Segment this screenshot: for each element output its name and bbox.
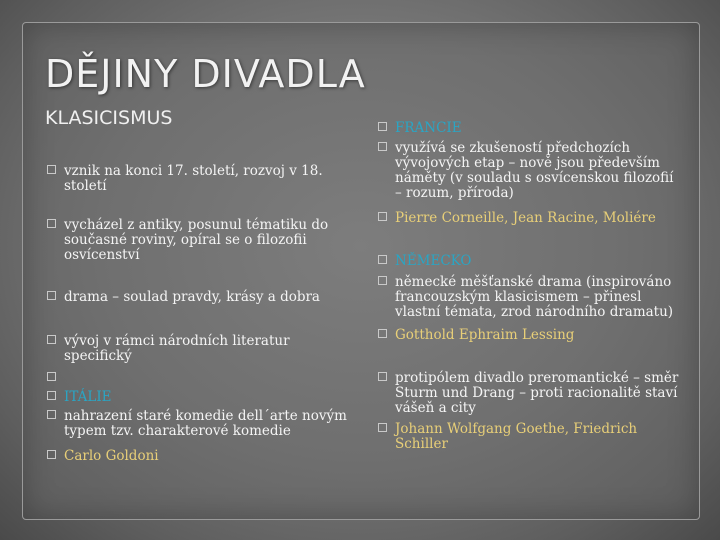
square-bullet-icon [47, 165, 56, 174]
left-item-commedia [47, 409, 347, 439]
right-heading-germany [378, 254, 683, 269]
right-item-france-authors [378, 211, 683, 226]
square-bullet-icon [47, 410, 56, 419]
right-heading-france [378, 121, 683, 136]
left-item-text: vycházel z antiky, posunul tématiku do současné roviny, opíral se o filozofii osvícenství [64, 217, 329, 263]
left-item-development [47, 334, 347, 364]
square-bullet-icon [378, 255, 387, 264]
author-name: Johann Wolfgang Goethe, Friedrich Schiller [395, 421, 638, 452]
square-bullet-icon [47, 219, 56, 228]
left-item-drama [47, 290, 347, 305]
slide-title: DĚJINY DIVADLA [45, 52, 366, 96]
section-heading: ITÁLIE [64, 389, 112, 405]
square-bullet-icon [378, 329, 387, 338]
slide-subtitle: KLASICISMUS [45, 107, 173, 129]
square-bullet-icon [378, 142, 387, 151]
author-name: Gotthold Ephraim Lessing [395, 327, 575, 343]
square-bullet-icon [47, 391, 56, 400]
square-bullet-icon [378, 212, 387, 221]
left-item-text: vývoj v rámci národních literatur specifický [64, 333, 290, 364]
author-name: Pierre Corneille, Jean Racine, Moliére [395, 210, 656, 226]
right-item-sturm-und-drang [378, 371, 683, 416]
right-item-text: protipólem divadlo preromantické – směr Sturm und Drang – proti racionalitě staví vášeň a city [395, 370, 679, 416]
section-heading: NĚMECKO [395, 253, 472, 269]
author-name: Carlo Goldoni [64, 448, 159, 464]
square-bullet-icon [378, 276, 387, 285]
left-item-text: drama – soulad pravdy, krásy a dobra [64, 289, 320, 305]
left-item-goldoni [47, 449, 347, 464]
right-item-text: německé měšťanské drama (inspirováno francouzským klasicismem – přinesl vlastní témata, zrod národního dramatu) [395, 274, 674, 320]
right-item-goethe-schiller [378, 422, 683, 452]
left-item-text: nahrazení staré komedie dell´arte novým typem tzv. charakterové komedie [64, 408, 347, 439]
right-item-france-desc [378, 141, 683, 201]
square-bullet-icon [47, 291, 56, 300]
square-bullet-icon [47, 450, 56, 459]
right-item-germany-desc [378, 275, 683, 320]
square-bullet-icon [378, 372, 387, 381]
right-item-text: využívá se zkušeností předchozích vývojových etap – nově jsou především náměty (v souladu s osvícenskou filozofií – rozum, příroda) [395, 140, 674, 201]
right-item-lessing [378, 328, 683, 343]
square-bullet-icon [47, 372, 56, 381]
square-bullet-icon [378, 122, 387, 131]
square-bullet-icon [378, 423, 387, 432]
left-heading-italy [47, 390, 347, 405]
square-bullet-icon [47, 335, 56, 344]
left-item-origin [47, 164, 347, 194]
section-heading: FRANCIE [395, 120, 462, 136]
left-item-antiquity [47, 218, 347, 263]
left-item-text: vznik na konci 17. století, rozvoj v 18. století [64, 163, 323, 194]
